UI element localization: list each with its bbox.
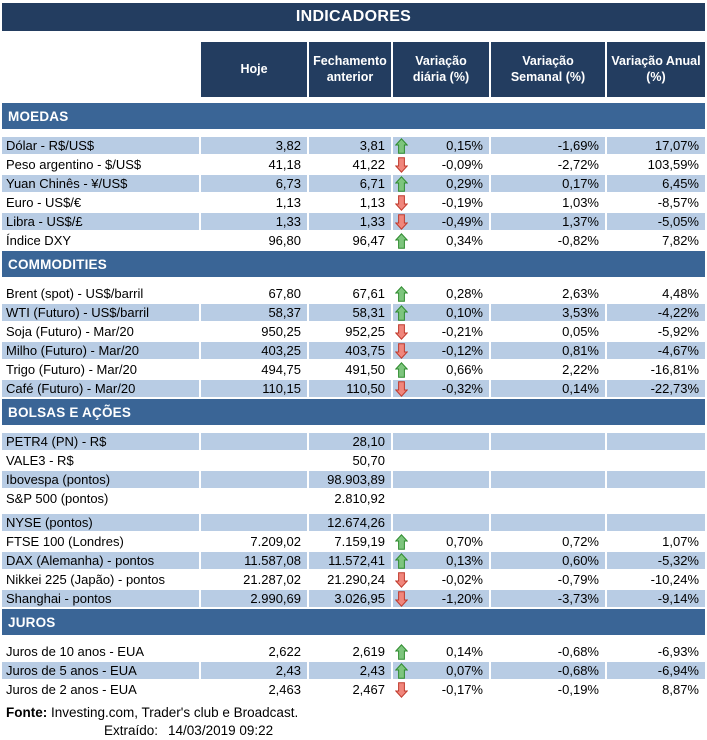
header-spacer xyxy=(2,42,201,97)
trend-arrow-slot xyxy=(393,137,409,154)
cell-variacao-semanal: 0,60% xyxy=(491,552,607,571)
table-body xyxy=(0,103,707,700)
row-label: FTSE 100 (Londres) xyxy=(2,533,201,552)
cell-variacao-anual: -4,22% xyxy=(607,304,705,323)
cell-hoje: 110,15 xyxy=(201,380,309,399)
cell-fechamento-anterior: 491,50 xyxy=(309,361,393,380)
cell-hoje: 96,80 xyxy=(201,232,309,251)
table-row xyxy=(2,490,705,509)
trend-arrow-slot xyxy=(393,533,409,550)
cell-variacao-anual: 1,07% xyxy=(607,533,705,552)
cell-hoje: 21.287,02 xyxy=(201,571,309,590)
cell-variacao-semanal: 0,05% xyxy=(491,323,607,342)
row-label: S&P 500 (pontos) xyxy=(2,490,201,509)
variacao-diaria-value: 0,28% xyxy=(446,286,483,301)
cell-hoje: 58,37 xyxy=(201,304,309,323)
cell-variacao-anual xyxy=(607,452,705,471)
row-label: DAX (Alemanha) - pontos xyxy=(2,552,201,571)
variacao-diaria-value: 0,15% xyxy=(446,138,483,153)
trend-arrow-slot xyxy=(393,490,409,507)
cell-hoje xyxy=(201,433,309,452)
table-header-row xyxy=(2,42,705,97)
cell-hoje: 67,80 xyxy=(201,285,309,304)
page-title: INDICADORES xyxy=(2,3,705,31)
table-row xyxy=(2,590,705,609)
arrow-up-icon xyxy=(395,138,408,154)
row-label: Peso argentino - $/US$ xyxy=(2,156,201,175)
trend-arrow-slot xyxy=(393,681,409,698)
footer-extracted-value: 14/03/2019 09:22 xyxy=(168,723,274,738)
trend-arrow-slot xyxy=(393,213,409,230)
table-row xyxy=(2,571,705,590)
row-label: PETR4 (PN) - R$ xyxy=(2,433,201,452)
cell-variacao-diaria xyxy=(393,490,491,509)
table-row xyxy=(2,471,705,490)
table-row xyxy=(2,533,705,552)
row-label: NYSE (pontos) xyxy=(2,514,201,533)
arrow-down-icon xyxy=(395,214,408,230)
cell-hoje: 1,13 xyxy=(201,194,309,213)
table-row xyxy=(2,342,705,361)
cell-variacao-anual: -6,93% xyxy=(607,643,705,662)
variacao-diaria-value: 0,07% xyxy=(446,663,483,678)
cell-variacao-semanal xyxy=(491,471,607,490)
cell-variacao-diaria xyxy=(393,232,491,251)
trend-arrow-slot xyxy=(393,380,409,397)
footer-source-line xyxy=(6,704,707,722)
trend-arrow-slot xyxy=(393,194,409,211)
table-row xyxy=(2,361,705,380)
table-row xyxy=(2,662,705,681)
cell-variacao-diaria xyxy=(393,662,491,681)
cell-variacao-anual: -5,92% xyxy=(607,323,705,342)
variacao-diaria-value: 0,13% xyxy=(446,553,483,568)
variacao-diaria-value: 0,10% xyxy=(446,305,483,320)
column-header-semanal: Variação Semanal (%) xyxy=(491,42,607,97)
cell-fechamento-anterior: 58,31 xyxy=(309,304,393,323)
cell-hoje: 494,75 xyxy=(201,361,309,380)
cell-variacao-anual: 6,45% xyxy=(607,175,705,194)
trend-arrow-slot xyxy=(393,285,409,302)
table-row xyxy=(2,213,705,232)
section-header: BOLSAS E AÇÕES xyxy=(2,399,705,425)
cell-variacao-semanal: 2,63% xyxy=(491,285,607,304)
cell-variacao-semanal: 1,37% xyxy=(491,213,607,232)
section-header: MOEDAS xyxy=(2,103,705,129)
trend-arrow-slot xyxy=(393,643,409,660)
cell-variacao-semanal: 2,22% xyxy=(491,361,607,380)
cell-fechamento-anterior: 2,43 xyxy=(309,662,393,681)
footer-source-text: Investing.com, Trader's club e Broadcast. xyxy=(47,705,299,720)
cell-variacao-anual: -5,05% xyxy=(607,213,705,232)
variacao-diaria-value: -0,21% xyxy=(441,324,483,339)
table-row xyxy=(2,232,705,251)
arrow-down-icon xyxy=(395,195,408,211)
cell-variacao-anual: 7,82% xyxy=(607,232,705,251)
variacao-diaria-value: -0,17% xyxy=(441,682,483,697)
cell-variacao-semanal xyxy=(491,490,607,509)
footer xyxy=(6,704,707,740)
arrow-down-icon xyxy=(395,572,408,588)
variacao-diaria-value: -0,12% xyxy=(441,343,483,358)
section-header: COMMODITIES xyxy=(2,251,705,277)
cell-hoje: 2,43 xyxy=(201,662,309,681)
cell-fechamento-anterior: 12.674,26 xyxy=(309,514,393,533)
cell-fechamento-anterior: 6,71 xyxy=(309,175,393,194)
cell-hoje: 2.990,69 xyxy=(201,590,309,609)
cell-variacao-anual: -4,67% xyxy=(607,342,705,361)
cell-variacao-diaria xyxy=(393,452,491,471)
footer-extracted-label: Extraído: xyxy=(104,723,159,738)
cell-variacao-diaria xyxy=(393,342,491,361)
cell-hoje xyxy=(201,452,309,471)
trend-arrow-slot xyxy=(393,514,409,531)
row-label: Euro - US$/€ xyxy=(2,194,201,213)
cell-variacao-diaria xyxy=(393,323,491,342)
row-label: Trigo (Futuro) - Mar/20 xyxy=(2,361,201,380)
cell-fechamento-anterior: 41,22 xyxy=(309,156,393,175)
row-label: Brent (spot) - US$/barril xyxy=(2,285,201,304)
trend-arrow-slot xyxy=(393,361,409,378)
cell-variacao-diaria xyxy=(393,156,491,175)
trend-arrow-slot xyxy=(393,662,409,679)
cell-fechamento-anterior: 2.810,92 xyxy=(309,490,393,509)
variacao-diaria-value: -0,09% xyxy=(441,157,483,172)
cell-hoje xyxy=(201,514,309,533)
cell-variacao-semanal: 0,17% xyxy=(491,175,607,194)
cell-variacao-semanal: 0,72% xyxy=(491,533,607,552)
cell-fechamento-anterior: 3,81 xyxy=(309,137,393,156)
arrow-up-icon xyxy=(395,534,408,550)
cell-variacao-anual xyxy=(607,514,705,533)
row-label: Dólar - R$/US$ xyxy=(2,137,201,156)
trend-arrow-slot xyxy=(393,552,409,569)
cell-variacao-semanal: 0,81% xyxy=(491,342,607,361)
cell-hoje: 41,18 xyxy=(201,156,309,175)
arrow-up-icon xyxy=(395,553,408,569)
cell-fechamento-anterior: 2,467 xyxy=(309,681,393,700)
cell-hoje: 403,25 xyxy=(201,342,309,361)
trend-arrow-slot xyxy=(393,433,409,450)
arrow-up-icon xyxy=(395,233,408,249)
cell-fechamento-anterior: 98.903,89 xyxy=(309,471,393,490)
row-label: Juros de 5 anos - EUA xyxy=(2,662,201,681)
footer-source-label: Fonte: xyxy=(6,705,48,720)
cell-variacao-semanal: -1,69% xyxy=(491,137,607,156)
cell-variacao-diaria xyxy=(393,433,491,452)
cell-fechamento-anterior: 96,47 xyxy=(309,232,393,251)
cell-fechamento-anterior: 50,70 xyxy=(309,452,393,471)
table-row xyxy=(2,175,705,194)
arrow-up-icon xyxy=(395,305,408,321)
cell-variacao-diaria xyxy=(393,514,491,533)
table-row xyxy=(2,323,705,342)
section-header: JUROS xyxy=(2,609,705,635)
trend-arrow-slot xyxy=(393,590,409,607)
cell-variacao-diaria xyxy=(393,590,491,609)
table-row xyxy=(2,452,705,471)
cell-fechamento-anterior: 11.572,41 xyxy=(309,552,393,571)
cell-variacao-anual: -6,94% xyxy=(607,662,705,681)
cell-variacao-semanal xyxy=(491,452,607,471)
cell-variacao-anual: 17,07% xyxy=(607,137,705,156)
cell-variacao-anual: -9,14% xyxy=(607,590,705,609)
arrow-down-icon xyxy=(395,381,408,397)
cell-hoje: 11.587,08 xyxy=(201,552,309,571)
table-row xyxy=(2,194,705,213)
variacao-diaria-value: 0,34% xyxy=(446,233,483,248)
trend-arrow-slot xyxy=(393,175,409,192)
cell-variacao-diaria xyxy=(393,137,491,156)
cell-hoje: 950,25 xyxy=(201,323,309,342)
cell-variacao-anual: 8,87% xyxy=(607,681,705,700)
cell-variacao-semanal: -0,79% xyxy=(491,571,607,590)
cell-hoje xyxy=(201,490,309,509)
cell-hoje: 7.209,02 xyxy=(201,533,309,552)
variacao-diaria-value: -0,32% xyxy=(441,381,483,396)
row-label: VALE3 - R$ xyxy=(2,452,201,471)
cell-variacao-semanal: -0,68% xyxy=(491,643,607,662)
cell-variacao-anual: -5,32% xyxy=(607,552,705,571)
variacao-diaria-value: -0,02% xyxy=(441,572,483,587)
cell-hoje: 2,463 xyxy=(201,681,309,700)
cell-variacao-diaria xyxy=(393,194,491,213)
arrow-up-icon xyxy=(395,176,408,192)
column-header-fechamento: Fechamento anterior xyxy=(309,42,393,97)
cell-variacao-anual: -8,57% xyxy=(607,194,705,213)
cell-hoje: 6,73 xyxy=(201,175,309,194)
cell-variacao-diaria xyxy=(393,380,491,399)
trend-arrow-slot xyxy=(393,156,409,173)
row-label: Nikkei 225 (Japão) - pontos xyxy=(2,571,201,590)
cell-variacao-semanal: 1,03% xyxy=(491,194,607,213)
arrow-up-icon xyxy=(395,663,408,679)
row-label: Libra - US$/£ xyxy=(2,213,201,232)
arrow-up-icon xyxy=(395,644,408,660)
cell-variacao-diaria xyxy=(393,643,491,662)
row-label: Ibovespa (pontos) xyxy=(2,471,201,490)
column-header-diaria: Variação diária (%) xyxy=(393,42,491,97)
table-row xyxy=(2,285,705,304)
row-label: Soja (Futuro) - Mar/20 xyxy=(2,323,201,342)
cell-fechamento-anterior: 110,50 xyxy=(309,380,393,399)
cell-fechamento-anterior: 28,10 xyxy=(309,433,393,452)
trend-arrow-slot xyxy=(393,232,409,249)
cell-fechamento-anterior: 21.290,24 xyxy=(309,571,393,590)
cell-variacao-anual: -22,73% xyxy=(607,380,705,399)
variacao-diaria-value: -0,19% xyxy=(441,195,483,210)
cell-variacao-semanal: -0,68% xyxy=(491,662,607,681)
table-row xyxy=(2,643,705,662)
row-label: Juros de 10 anos - EUA xyxy=(2,643,201,662)
table-row xyxy=(2,552,705,571)
arrow-down-icon xyxy=(395,157,408,173)
row-label: Shanghai - pontos xyxy=(2,590,201,609)
cell-fechamento-anterior: 1,33 xyxy=(309,213,393,232)
cell-variacao-anual: -10,24% xyxy=(607,571,705,590)
cell-variacao-diaria xyxy=(393,571,491,590)
cell-variacao-anual xyxy=(607,433,705,452)
cell-variacao-semanal xyxy=(491,514,607,533)
row-label: Índice DXY xyxy=(2,232,201,251)
table-row xyxy=(2,304,705,323)
cell-fechamento-anterior: 7.159,19 xyxy=(309,533,393,552)
row-label: Yuan Chinês - ¥/US$ xyxy=(2,175,201,194)
table-row xyxy=(2,156,705,175)
arrow-down-icon xyxy=(395,682,408,698)
cell-fechamento-anterior: 67,61 xyxy=(309,285,393,304)
variacao-diaria-value: 0,66% xyxy=(446,362,483,377)
table-row xyxy=(2,137,705,156)
trend-arrow-slot xyxy=(393,571,409,588)
column-header-hoje: Hoje xyxy=(201,42,309,97)
cell-variacao-semanal: -0,19% xyxy=(491,681,607,700)
arrow-down-icon xyxy=(395,343,408,359)
cell-variacao-diaria xyxy=(393,175,491,194)
column-header-anual: Variação Anual (%) xyxy=(607,42,705,97)
trend-arrow-slot xyxy=(393,304,409,321)
footer-extracted-line xyxy=(104,722,707,740)
variacao-diaria-value: 0,29% xyxy=(446,176,483,191)
trend-arrow-slot xyxy=(393,342,409,359)
cell-variacao-diaria xyxy=(393,361,491,380)
arrow-up-icon xyxy=(395,286,408,302)
trend-arrow-slot xyxy=(393,471,409,488)
cell-variacao-anual xyxy=(607,471,705,490)
variacao-diaria-value: -1,20% xyxy=(441,591,483,606)
row-label: Café (Futuro) - Mar/20 xyxy=(2,380,201,399)
row-label: WTI (Futuro) - US$/barril xyxy=(2,304,201,323)
cell-variacao-semanal: -2,72% xyxy=(491,156,607,175)
cell-variacao-anual xyxy=(607,490,705,509)
cell-fechamento-anterior: 403,75 xyxy=(309,342,393,361)
cell-variacao-semanal: 3,53% xyxy=(491,304,607,323)
cell-variacao-semanal xyxy=(491,433,607,452)
cell-variacao-diaria xyxy=(393,471,491,490)
cell-hoje: 2,622 xyxy=(201,643,309,662)
cell-variacao-diaria xyxy=(393,552,491,571)
arrow-down-icon xyxy=(395,591,408,607)
row-label: Juros de 2 anos - EUA xyxy=(2,681,201,700)
table-row xyxy=(2,433,705,452)
arrow-up-icon xyxy=(395,362,408,378)
cell-fechamento-anterior: 952,25 xyxy=(309,323,393,342)
cell-variacao-semanal: -3,73% xyxy=(491,590,607,609)
trend-arrow-slot xyxy=(393,452,409,469)
table-row xyxy=(2,380,705,399)
cell-hoje: 1,33 xyxy=(201,213,309,232)
cell-fechamento-anterior: 1,13 xyxy=(309,194,393,213)
cell-variacao-semanal: 0,14% xyxy=(491,380,607,399)
cell-variacao-diaria xyxy=(393,304,491,323)
cell-hoje xyxy=(201,471,309,490)
variacao-diaria-value: 0,14% xyxy=(446,644,483,659)
cell-hoje: 3,82 xyxy=(201,137,309,156)
cell-variacao-diaria xyxy=(393,681,491,700)
cell-variacao-diaria xyxy=(393,533,491,552)
trend-arrow-slot xyxy=(393,323,409,340)
row-label: Milho (Futuro) - Mar/20 xyxy=(2,342,201,361)
variacao-diaria-value: 0,70% xyxy=(446,534,483,549)
arrow-down-icon xyxy=(395,324,408,340)
table-row xyxy=(2,681,705,700)
variacao-diaria-value: -0,49% xyxy=(441,214,483,229)
cell-variacao-anual: 103,59% xyxy=(607,156,705,175)
cell-variacao-diaria xyxy=(393,213,491,232)
cell-variacao-diaria xyxy=(393,285,491,304)
cell-variacao-semanal: -0,82% xyxy=(491,232,607,251)
table-row xyxy=(2,514,705,533)
cell-variacao-anual: 4,48% xyxy=(607,285,705,304)
cell-fechamento-anterior: 2,619 xyxy=(309,643,393,662)
cell-fechamento-anterior: 3.026,95 xyxy=(309,590,393,609)
cell-variacao-anual: -16,81% xyxy=(607,361,705,380)
